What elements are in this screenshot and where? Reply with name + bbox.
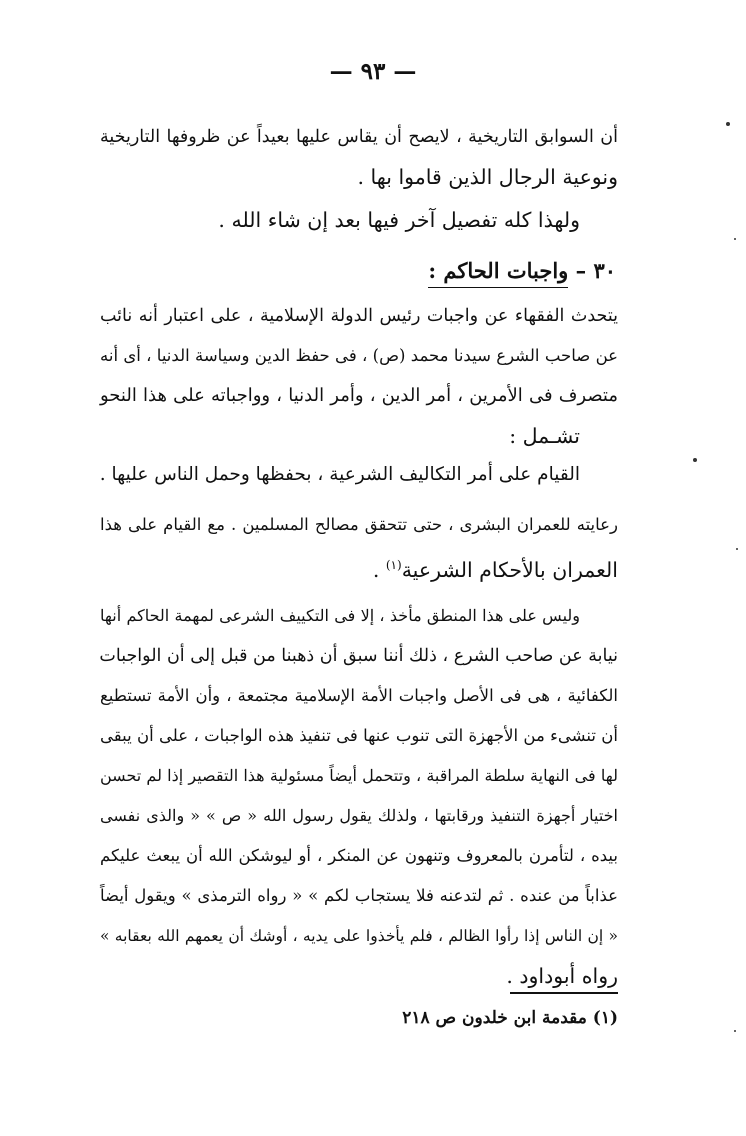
paragraph-1-line-2: ونوعية الرجال الذين قاموا بها . (357, 165, 618, 189)
paragraph-3-line-3: متصرف فى الأمرين ، أمر الدين ، وأمر الدنيا ، وواجباته على هذا النحو (100, 385, 619, 406)
paragraph-3-line-1: يتحدث الفقهاء عن واجبات رئيس الدولة الإسلامية ، على اعتبار أنه نائب (100, 306, 618, 326)
paragraph-1-line-1: أن السوابق التاريخية ، لايصح أن يقاس عليها بعيداً عن ظروفها التاريخية (100, 127, 618, 147)
paragraph-4-line-7: بيده ، لتأمرن بالمعروف وتنهون عن المنكر ، أو ليوشكن الله أن يبعث عليكم (100, 846, 618, 865)
footnote: (١) مقدمة ابن خلدون ص ٢١٨ (402, 1008, 618, 1028)
scan-speck (736, 548, 738, 550)
page-number: — ٩٣ — (329, 58, 417, 85)
duty-2-line-2-end: . (372, 557, 386, 582)
duty-2-line-2-text: العمران بالأحكام الشرعية (401, 557, 618, 582)
footnote-divider (510, 992, 618, 994)
paragraph-4-line-5: لها فى النهاية سلطة المراقبة ، وتتحمل أيضاً مسئولية هذا التقصير إذا لم تحسن (100, 766, 618, 785)
paragraph-2 (100, 200, 618, 240)
paragraph-4 (100, 596, 618, 996)
paragraph-3 (100, 296, 618, 456)
paragraph-3-line-2: عن صاحب الشرع سيدنا محمد (ص) ، فى حفظ الدين وسياسة الدنيا ، أى أنه (100, 346, 618, 365)
scan-speck (734, 1030, 736, 1032)
scan-speck (693, 458, 697, 462)
paragraph-2-line-1: ولهذا كله تفصيل آخر فيها بعد إن شاء الله . (218, 208, 580, 232)
paragraph-4-line-4: أن تنشىء من الأجهزة التى تنوب عنها فى تنفيذ هذه الواجبات ، على أن يبقى (100, 726, 618, 745)
scan-speck (726, 122, 730, 126)
duty-1-line-1: القيام على أمر التكاليف الشرعية ، بحفظها وحمل الناس عليها . (99, 464, 580, 485)
duty-2 (100, 505, 618, 590)
paragraph-4-line-10: رواه أبوداود . (506, 964, 618, 988)
paragraph-4-line-6: اختيار أجهزة التنفيذ ورقابتها ، ولذلك يقول رسول الله « ص » « والذى نفسى (100, 806, 618, 825)
scan-speck (734, 238, 736, 240)
footnote-reference: (١) (385, 558, 402, 572)
section-heading (428, 258, 616, 283)
paragraph-4-line-3: الكفائية ، هى فى الأصل واجبات الأمة الإسلامية مجتمعة ، وأن الأمة تستطيع (100, 686, 618, 705)
duty-2-line-2 (100, 545, 618, 590)
section-title: واجبات الحاكم : (428, 258, 568, 288)
paragraph-1 (100, 117, 618, 197)
paragraph-4-line-2: نيابة عن صاحب الشرع ، ذلك أننا سبق أن ذهبنا من قبل إلى أن الواجبات (99, 646, 618, 666)
paragraph-4-line-8: عذاباً من عنده . ثم لتدعنه فلا يستجاب لكم » « رواه الترمذى » ويقول أيضاً (100, 886, 618, 905)
paragraph-4-line-1: وليس على هذا المنطق مأخذ ، إلا فى التكييف الشرعى لمهمة الحاكم أنها (100, 606, 580, 625)
duty-1 (100, 455, 618, 495)
duty-2-line-1: رعايته للعمران البشرى ، حتى تتحقق مصالح المسلمين . مع القيام على هذا (100, 515, 618, 534)
section-number: ٣٠ – (575, 258, 616, 283)
paragraph-4-line-9: « إن الناس إذا رأوا الظالم ، فلم يأخذوا على يديه ، أوشك أن يعمهم الله بعقابه » (100, 927, 618, 945)
paragraph-3-line-4: تشـمل : (509, 424, 580, 448)
